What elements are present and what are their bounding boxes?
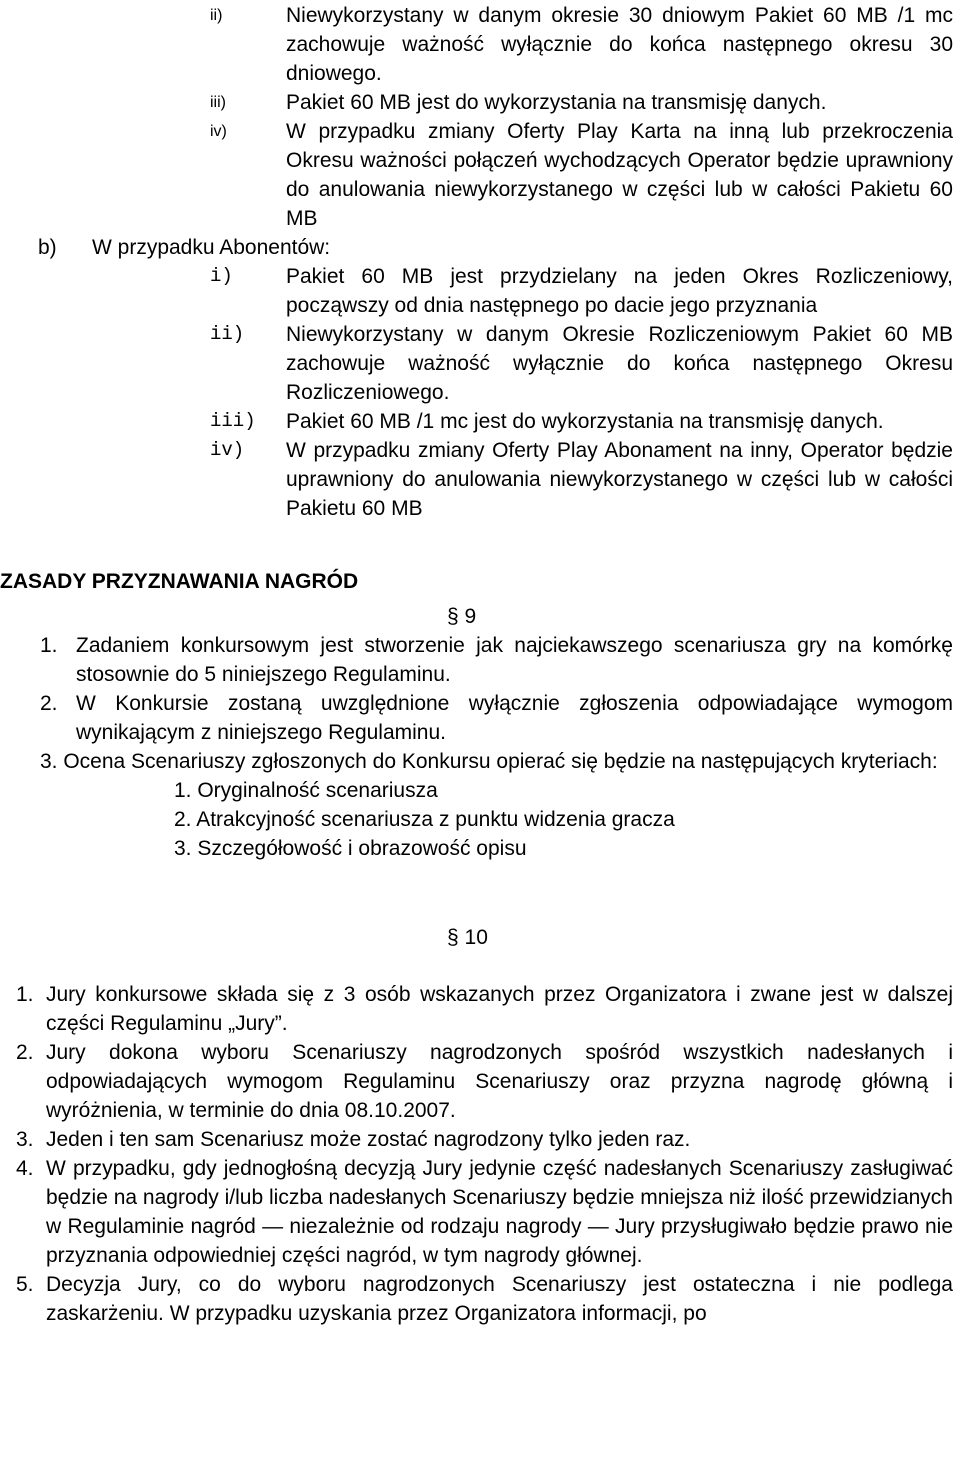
list-a	[0, 0, 960, 233]
section-b-text: W przypadku Abonentów:	[92, 236, 331, 259]
item-text: Zadaniem konkursowym jest stworzenie jak najciekawszego scenariusza gry na komórkę stosownie do 5 niniejszego Regulaminu.	[76, 634, 953, 686]
item-text: Pakiet 60 MB /1 mc jest do wykorzystania na transmisję danych.	[286, 410, 884, 433]
item-label: 1.	[40, 634, 58, 657]
list-item	[0, 320, 953, 407]
item-label: 3.	[16, 1128, 34, 1151]
section-b	[0, 233, 960, 523]
item-text: Niewykorzystany w danym Okresie Rozliczeniowym Pakiet 60 MB zachowuje ważność wyłącznie do końca następnego Okresu Rozliczeniowego.	[286, 323, 953, 404]
item-text: W przypadku zmiany Oferty Play Abonament na inny, Operator będzie uprawniony do anulowania niewykorzystanego w części lub w całości Pakietu 60 MB	[286, 439, 953, 520]
item-label: 1.	[16, 983, 34, 1006]
item-label: 2.	[40, 692, 58, 715]
item-text: Jury dokona wyboru Scenariuszy nagrodzonych spośród wszystkich nadesłanych i odpowiadających wymogom Regulaminu Scenariuszy oraz przyzna nagrodę główną i wyróżnienia, w terminie do dnia 08.10.2007.	[46, 1041, 953, 1122]
item-label: 2.	[16, 1041, 34, 1064]
item-text: Niewykorzystany w danym okresie 30 dniowym Pakiet 60 MB /1 mc zachowuje ważność wyłącznie do końca następnego okresu 30 dniowego.	[286, 4, 953, 85]
item-text: Jeden i ten sam Scenariusz może zostać nagrodzony tylko jeden raz.	[46, 1128, 691, 1151]
item-text: Decyzja Jury, co do wyboru nagrodzonych Scenariuszy jest ostateczna i nie podlega zaskarżeniu. W przypadku uzyskania przez Organizatora informacji, po	[46, 1273, 953, 1325]
item-label: 5.	[16, 1273, 34, 1296]
item-text: W przypadku, gdy jednogłośną decyzją Jury jedynie część nadesłanych Scenariuszy zasługiwać będzie na nagrody i/lub liczba nadesłanych Scenariuszy będzie mniejsza niż ilość przewidzianych w Regulaminie nagród — niezależnie od rodzaju nagrody — Jury przysługiwało będzie prawo nie przyznania odpowiedniej części nagród, w tym nagrody głównej.	[46, 1157, 953, 1267]
section-mark-10: § 10	[447, 926, 488, 949]
item-label: iii)	[210, 410, 256, 432]
list-item	[0, 980, 953, 1038]
list-item	[0, 1, 953, 88]
criterion: 3. Szczegółowość i obrazowość opisu	[174, 837, 527, 860]
section-10	[0, 923, 960, 1328]
item-text: Pakiet 60 MB jest do wykorzystania na transmisję danych.	[286, 91, 827, 114]
item-label: iv)	[210, 123, 227, 140]
list-item	[0, 262, 953, 320]
section-b-header	[0, 233, 953, 262]
item-text: Pakiet 60 MB jest przydzielany na jeden Okres Rozliczeniowy, począwszy od dnia następnego po dacie jego przyznania	[286, 265, 953, 317]
item-label: 4.	[16, 1157, 34, 1180]
section-9	[0, 602, 960, 863]
list-item	[0, 1125, 953, 1154]
list-item	[0, 88, 953, 117]
section-heading: ZASADY PRZYZNAWANIA NAGRÓD	[0, 570, 359, 593]
list-item	[0, 689, 953, 747]
item-label: ii)	[210, 323, 245, 345]
list-item	[0, 1038, 953, 1125]
list-item: 3. Ocena Scenariuszy zgłoszonych do Konkursu opierać się będzie na następujących kryteriach:	[40, 750, 938, 773]
criterion: 2. Atrakcyjność scenariusza z punktu widzenia gracza	[174, 808, 675, 831]
list-item	[0, 436, 953, 523]
criterion: 1. Oryginalność scenariusza	[174, 779, 438, 802]
list-item	[0, 117, 953, 233]
list-item	[0, 1270, 953, 1328]
section-number: 9	[464, 605, 477, 628]
item-label: i)	[210, 265, 233, 287]
section-number: 10	[464, 926, 488, 949]
section-mark-9: § 9	[447, 605, 477, 628]
section-b-label: b)	[38, 236, 57, 259]
list-item	[0, 407, 953, 436]
item-label: iii)	[210, 94, 226, 111]
list-item	[0, 1154, 953, 1270]
item-text: W przypadku zmiany Oferty Play Karta na inną lub przekroczenia Okresu ważności połączeń wychodzących Operator będzie uprawniony do anulowania niewykorzystanego w części lub w całości Pakietu 60 MB	[286, 120, 953, 230]
item-text: Jury konkursowe składa się z 3 osób wskazanych przez Organizatora i zwane jest w dalszej części Regulaminu „Jury”.	[46, 983, 953, 1035]
item-label: iv)	[210, 439, 245, 461]
item-label: ii)	[210, 7, 223, 24]
list-item	[0, 631, 953, 689]
item-text: W Konkursie zostaną uwzględnione wyłącznie zgłoszenia odpowiadające wymogom wynikającym z niniejszego Regulaminu.	[76, 692, 953, 744]
